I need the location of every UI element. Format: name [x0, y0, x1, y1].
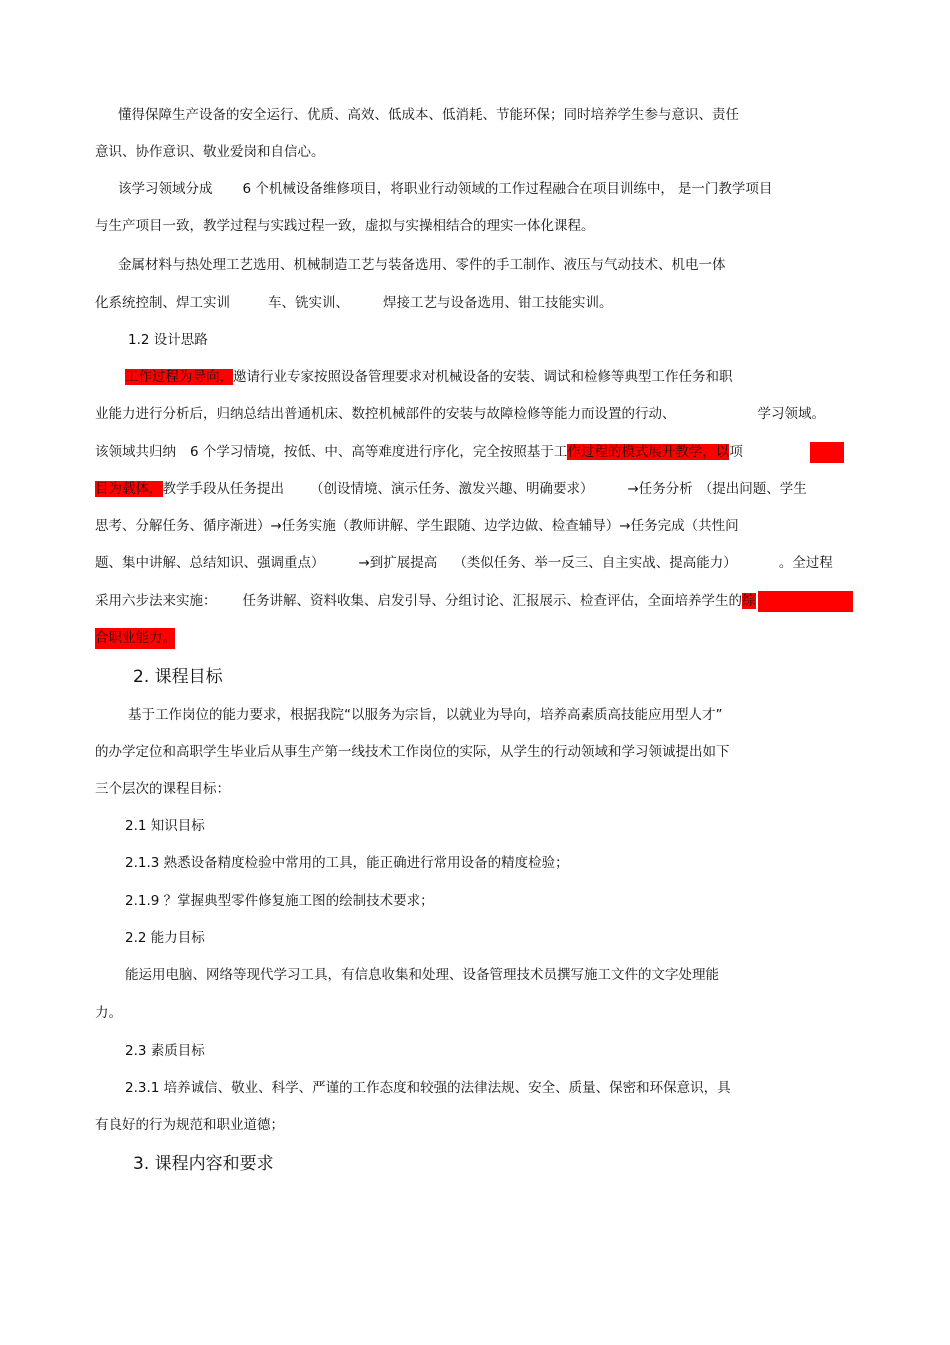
section-heading: 2. 课程目标 — [133, 667, 223, 687]
text-line: 三个层次的课程目标： — [95, 781, 230, 797]
section-heading: 2.1 知识目标 — [125, 818, 205, 834]
text-line: 有良好的行为规范和职业道德； — [95, 1117, 284, 1133]
section-heading: 1.2 设计思路 — [128, 332, 208, 348]
text-line: 金属材料与热处理工艺选用、机械制造工艺与装备选用、零件的手工制作、液压与气动技术、机电一体 — [118, 257, 726, 273]
text-line: 与生产项目一致，教学过程与实践过程一致，虚拟与实操相结合的理实一体化课程。 — [95, 218, 595, 234]
text-run: 该领域共归纳 — [95, 444, 176, 460]
text-run: 邀请行业专家按照设备管理要求对机械设备的安装、调试和检修等典型工作任务和职 — [233, 369, 733, 385]
text-run: 化系统控制、焊工实训 — [95, 295, 230, 311]
text-run: 。全过程 — [778, 555, 833, 571]
highlight-run: 工作过程为导向， — [125, 369, 233, 385]
text-run: 车、铣实训、 — [268, 295, 349, 311]
text-run: 6 个学习情境，按低、中、高等难度进行序化，完全按照基于工 — [190, 444, 568, 460]
text-run: （类似任务、举一反三、自主实战、提高能力） — [453, 555, 737, 571]
text-line — [125, 367, 733, 387]
highlight-block — [758, 591, 853, 612]
section-heading: 3. 课程内容和要求 — [133, 1154, 274, 1174]
text-line — [95, 628, 176, 648]
text-run: 业能力进行分析后，归纳总结出普通机床、数控机械部件的安装与故障检修等能力而设置的行动、 — [95, 406, 676, 422]
text-run: 该学习领域分成 — [118, 181, 213, 197]
text-run: （创设情境、演示任务、激发兴趣、明确要求） — [310, 481, 594, 497]
text-line: 意识、协作意识、敬业爱岗和自信心。 — [95, 144, 325, 160]
text-run: 合职业能力 — [95, 630, 163, 646]
text-run: 采用六步法来实施： — [95, 593, 217, 609]
section-heading: 2.3 素质目标 — [125, 1043, 205, 1059]
text-run: 任务讲解、资料收集、启发引导、分组讨论、汇报展示、检查评估，全面培养学生的 — [242, 593, 742, 609]
highlight-run: 综 — [742, 593, 756, 609]
text-line — [95, 553, 833, 573]
text-run: 项 — [729, 444, 743, 460]
text-line: 2.1.9 ？掌握典型零件修复施工图的绘制技术要求； — [125, 893, 434, 909]
text-line — [95, 442, 743, 462]
section-heading: 2.2 能力目标 — [125, 930, 205, 946]
text-run: 是一门教学项目 — [677, 181, 773, 197]
text-line — [95, 404, 825, 424]
text-line — [95, 479, 807, 499]
text-line — [95, 293, 613, 313]
text-line: 的办学定位和高职学生毕业后从事生产第一线技术工作岗位的实际，从学生的行动领域和学习领诚提出如下 — [95, 744, 730, 760]
text-run: →到扩展提高 — [358, 555, 438, 571]
text-run: 6 个机械设备维修项目，将职业行动领域的工作过程融合在项目训练中， — [242, 181, 674, 197]
text-run: 焊接工艺与设备选用、钳工技能实训。 — [383, 295, 613, 311]
highlight-run: 目为载体， — [95, 481, 163, 497]
text-line: 力。 — [95, 1005, 122, 1021]
highlight-block — [810, 442, 844, 463]
text-line — [95, 591, 756, 611]
text-line: 2.3.1 培养诚信、敬业、科学、严谨的工作态度和较强的法律法规、安全、质量、保密和环保意识，具 — [125, 1080, 731, 1096]
text-run: 教学手段从任务提出 — [162, 481, 284, 497]
text-run: 学习领域。 — [757, 406, 825, 422]
text-run: 题、集中讲解、总结知识、强调重点） — [95, 555, 325, 571]
text-line — [118, 179, 772, 199]
text-line: 能运用电脑、网络等现代学习工具，有信息收集和处理、设备管理技术员撰写施工文件的文字处理能 — [125, 967, 719, 983]
text-line: 基于工作岗位的能力要求，根据我院“以服务为宗旨，以就业为导向，培养高素质高技能应用型人才” — [128, 707, 723, 723]
text-line: 2.1.3 熟悉设备精度检验中常用的工具，能正确进行常用设备的精度检验； — [125, 855, 569, 871]
text-line: 懂得保障生产设备的安全运行、优质、高效、低成本、低消耗、节能环保；同时培养学生参与意识、责任 — [118, 107, 739, 123]
text-run: （提出问题、学生 — [698, 481, 807, 497]
text-run: 。 — [162, 630, 176, 646]
text-line: 思考、分解任务、循序渐进）→任务实施（教师讲解、学生跟随、边学边做、检查辅导）→任务完成（共性问 — [95, 518, 739, 534]
text-run: →任务分析 — [627, 481, 693, 497]
highlight-run: 作过程的模式展开教学，以 — [567, 444, 730, 460]
